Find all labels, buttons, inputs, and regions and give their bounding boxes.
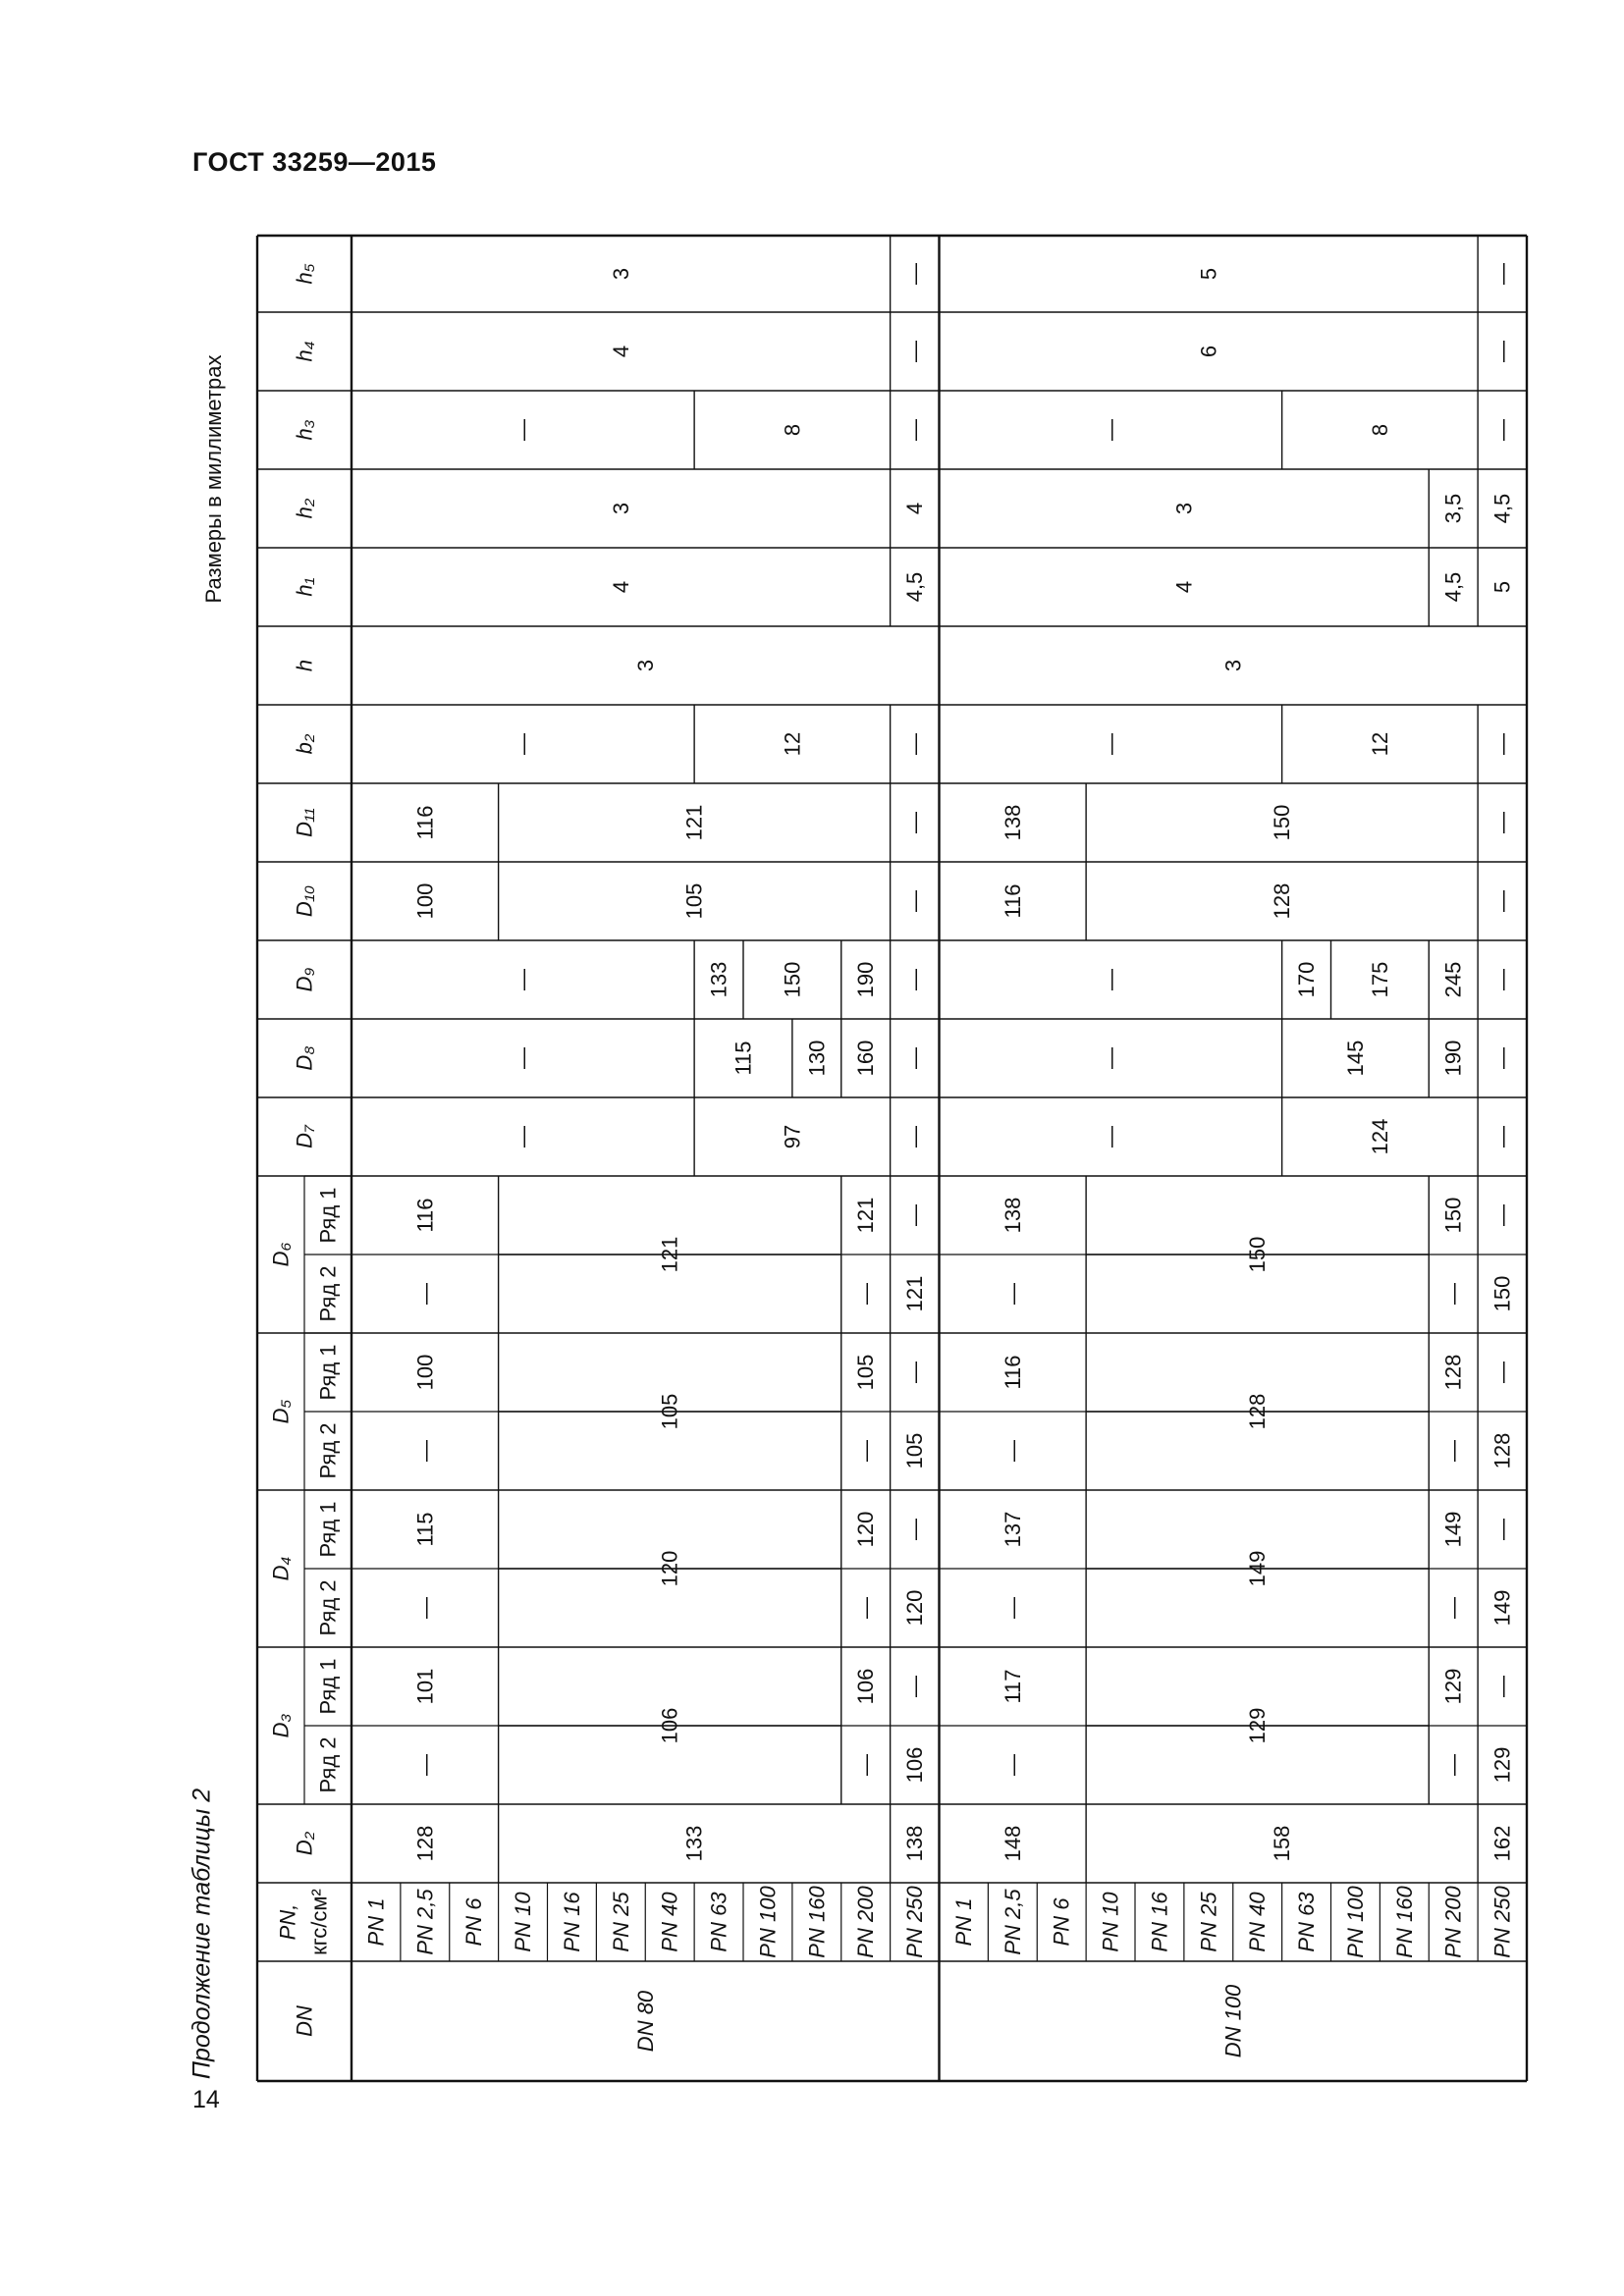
- cell-dash: —: [902, 812, 928, 833]
- cell-h1: 5: [1489, 580, 1515, 594]
- cell-h1: 4,5: [1440, 571, 1466, 603]
- cell-d8: 145: [1342, 1040, 1368, 1077]
- cell-d9: 133: [706, 961, 731, 998]
- pn-label: PN 6: [1049, 1897, 1074, 1947]
- cell-d5: 128: [1489, 1432, 1515, 1469]
- cell-dash: —: [1440, 1440, 1466, 1462]
- cell-d3: 106: [853, 1668, 879, 1705]
- cell-d2: 162: [1489, 1825, 1515, 1862]
- pn-label: PN 25: [1196, 1892, 1221, 1952]
- cell-d10: 128: [1270, 882, 1295, 920]
- cell-d2: 133: [681, 1825, 707, 1862]
- cell-d7: 124: [1367, 1118, 1392, 1155]
- pn-label: PN 2,5: [1000, 1889, 1025, 1955]
- cell-dash: —: [1489, 1126, 1515, 1148]
- header-row2: Ряд 2: [315, 1422, 341, 1479]
- cell-d3: 117: [1000, 1669, 1025, 1704]
- cell-d11: 138: [1000, 804, 1025, 841]
- cell-d7: 97: [780, 1124, 805, 1149]
- cell-dash: —: [1489, 1362, 1515, 1383]
- dn-label-0: DN 80: [632, 1990, 658, 2053]
- cell-h4: 4: [608, 345, 633, 358]
- cell-dash: —: [1000, 1283, 1025, 1305]
- cell-b2: 12: [780, 731, 805, 757]
- pn-label: PN 200: [853, 1886, 879, 1958]
- cell-d4: 149: [1245, 1550, 1271, 1587]
- header-h4: h₄: [292, 341, 317, 362]
- cell-dash: —: [1440, 1283, 1466, 1305]
- pn-label: PN 40: [1245, 1892, 1271, 1952]
- header-b2: b₂: [292, 733, 317, 755]
- pn-label: PN 25: [608, 1892, 633, 1952]
- cell-d6: 121: [902, 1275, 928, 1312]
- cell-d9: 170: [1294, 961, 1320, 998]
- cell-dash: —: [511, 1047, 536, 1069]
- header-h3: h₃: [292, 419, 317, 441]
- header-pn-unit: кгс/см²: [306, 1889, 332, 1955]
- cell-dash: —: [511, 733, 536, 755]
- cell-d11: 150: [1270, 804, 1295, 841]
- cell-dash: —: [412, 1754, 438, 1776]
- cell-dash: —: [902, 419, 928, 441]
- cell-dash: —: [902, 733, 928, 755]
- cell-dash: —: [853, 1597, 879, 1619]
- cell-d6: 138: [1000, 1197, 1025, 1234]
- cell-dash: —: [1098, 419, 1123, 441]
- header-h5: h₅: [292, 263, 317, 285]
- cell-d9: 190: [853, 961, 879, 998]
- header-pn: PN,: [275, 1903, 300, 1941]
- header-d3: D₃: [268, 1713, 294, 1738]
- header-d8: D₈: [292, 1045, 317, 1071]
- cell-d10: 100: [412, 882, 438, 920]
- cell-d2: 158: [1270, 1825, 1295, 1862]
- header-h1: h₁: [292, 577, 317, 597]
- pn-label: PN 1: [363, 1897, 389, 1947]
- cell-dash: —: [902, 341, 928, 362]
- pn-label: PN 2,5: [412, 1889, 438, 1955]
- pn-label: PN 10: [1098, 1892, 1123, 1952]
- cell-d2: 128: [412, 1825, 438, 1862]
- header-row2: Ряд 2: [315, 1579, 341, 1636]
- cell-d3: 129: [1489, 1746, 1515, 1784]
- cell-dash: —: [1098, 1047, 1123, 1069]
- cell-dash: —: [1440, 1597, 1466, 1619]
- cell-dash: —: [902, 263, 928, 285]
- header-d2: D₂: [292, 1831, 317, 1856]
- cell-d10: 116: [1000, 883, 1025, 919]
- cell-dash: —: [853, 1283, 879, 1305]
- cell-dash: —: [853, 1440, 879, 1462]
- cell-d4: 120: [853, 1511, 879, 1548]
- cell-dash: —: [902, 1362, 928, 1383]
- pn-label: PN 16: [1147, 1892, 1172, 1952]
- cell-d4: 115: [412, 1512, 438, 1547]
- cell-d9: 175: [1367, 961, 1392, 998]
- dn-label-1: DN 100: [1220, 1984, 1246, 2058]
- cell-dash: —: [1489, 733, 1515, 755]
- cell-d3: 106: [902, 1746, 928, 1784]
- header-d7: D₇: [292, 1125, 317, 1148]
- cell-d10: 105: [681, 882, 707, 920]
- cell-d6: 121: [657, 1236, 682, 1273]
- cell-d9: 245: [1440, 961, 1466, 998]
- header-h: h: [292, 659, 317, 672]
- cell-d6: 121: [853, 1197, 879, 1234]
- cell-dash: —: [902, 1519, 928, 1540]
- cell-d11: 121: [681, 804, 707, 841]
- pn-label: PN 250: [1489, 1886, 1515, 1958]
- cell-h3: 8: [1367, 423, 1392, 437]
- cell-dash: —: [412, 1597, 438, 1619]
- cell-dash: —: [853, 1754, 879, 1776]
- cell-dash: —: [412, 1440, 438, 1462]
- units-note: Размеры в миллиметрах: [201, 354, 226, 604]
- cell-d5: 128: [1440, 1354, 1466, 1391]
- header-d6: D₆: [268, 1242, 294, 1267]
- header-d5: D₅: [268, 1399, 294, 1424]
- cell-d8: 190: [1440, 1040, 1466, 1077]
- cell-d6: 150: [1245, 1236, 1271, 1273]
- cell-h5: 3: [608, 267, 633, 281]
- header-row1: Ряд 1: [315, 1501, 341, 1558]
- page-number: 14: [192, 2086, 220, 2113]
- cell-h1: 4: [1171, 580, 1197, 594]
- cell-h1: 4,5: [902, 571, 928, 603]
- pn-label: PN 63: [1294, 1892, 1320, 1952]
- cell-h4: 6: [1196, 345, 1221, 358]
- cell-dash: —: [1489, 263, 1515, 285]
- cell-d4: 149: [1489, 1589, 1515, 1627]
- cell-dash: —: [1489, 1676, 1515, 1697]
- cell-dash: —: [1098, 733, 1123, 755]
- cell-dash: —: [1489, 1047, 1515, 1069]
- pn-label: PN 63: [706, 1892, 731, 1952]
- cell-h2: 3: [1171, 502, 1197, 515]
- pn-label: PN 6: [461, 1897, 487, 1947]
- cell-dash: —: [511, 969, 536, 990]
- cell-h2: 3,5: [1440, 493, 1466, 524]
- cell-dash: —: [1489, 969, 1515, 990]
- header-row1: Ряд 1: [315, 1187, 341, 1244]
- cell-d8: 115: [731, 1041, 756, 1076]
- header-h2: h₂: [292, 498, 317, 519]
- cell-d5: 116: [1000, 1355, 1025, 1390]
- document-title: ГОСТ 33259—2015: [192, 147, 437, 177]
- table-caption: Продолжение таблицы 2: [188, 1788, 216, 2080]
- pn-label: PN 16: [559, 1892, 584, 1952]
- cell-dash: —: [1000, 1754, 1025, 1776]
- cell-d3: 129: [1245, 1707, 1271, 1744]
- header-d9: D₉: [292, 967, 317, 992]
- cell-h: 3: [1220, 659, 1246, 672]
- cell-d6: 150: [1489, 1275, 1515, 1312]
- cell-dash: —: [1489, 890, 1515, 912]
- cell-dash: —: [902, 1204, 928, 1226]
- cell-dash: —: [412, 1283, 438, 1305]
- pn-label: PN 40: [657, 1892, 682, 1952]
- cell-d9: 150: [780, 961, 805, 998]
- pn-label: PN 100: [1342, 1886, 1368, 1958]
- cell-dash: —: [902, 890, 928, 912]
- pn-label: PN 160: [804, 1886, 830, 1958]
- header-row2: Ряд 2: [315, 1265, 341, 1322]
- pn-label: PN 10: [511, 1892, 536, 1952]
- cell-d2: 148: [1000, 1825, 1025, 1862]
- cell-d2: 138: [902, 1825, 928, 1862]
- cell-d5: 128: [1245, 1393, 1271, 1430]
- header-d4: D₄: [268, 1556, 294, 1581]
- pn-label: PN 1: [950, 1897, 976, 1947]
- header-row2: Ряд 2: [315, 1736, 341, 1793]
- header-dn: DN: [292, 2005, 317, 2037]
- cell-dash: —: [1489, 341, 1515, 362]
- cell-dash: —: [1489, 1519, 1515, 1540]
- cell-dash: —: [511, 1126, 536, 1148]
- cell-h2: 3: [608, 502, 633, 515]
- cell-dash: —: [1440, 1754, 1466, 1776]
- cell-h5: 5: [1196, 267, 1221, 281]
- cell-d4: 120: [657, 1550, 682, 1587]
- header-d11: D₁₁: [292, 808, 317, 837]
- cell-d4: 137: [1000, 1511, 1025, 1548]
- cell-dash: —: [1489, 812, 1515, 833]
- cell-dash: —: [1000, 1597, 1025, 1619]
- cell-h: 3: [632, 659, 658, 672]
- cell-d6: 150: [1440, 1197, 1466, 1234]
- cell-h2: 4,5: [1489, 493, 1515, 524]
- cell-b2: 12: [1367, 731, 1392, 757]
- cell-d4: 120: [902, 1589, 928, 1627]
- cell-h3: 8: [780, 423, 805, 437]
- cell-h2: 4: [902, 502, 928, 515]
- pn-label: PN 200: [1440, 1886, 1466, 1958]
- cell-dash: —: [1098, 969, 1123, 990]
- pn-label: PN 160: [1391, 1886, 1417, 1958]
- cell-d8: 160: [853, 1040, 879, 1077]
- header-row1: Ряд 1: [315, 1344, 341, 1401]
- pn-label: PN 250: [902, 1886, 928, 1958]
- cell-d5: 105: [853, 1354, 879, 1391]
- cell-dash: —: [511, 419, 536, 441]
- cell-dash: —: [902, 1126, 928, 1148]
- cell-d4: 149: [1440, 1511, 1466, 1548]
- cell-d5: 100: [412, 1354, 438, 1391]
- cell-d3: 106: [657, 1707, 682, 1744]
- cell-d3: 101: [412, 1668, 438, 1705]
- cell-dash: —: [1489, 1204, 1515, 1226]
- cell-d6: 116: [412, 1198, 438, 1233]
- cell-h1: 4: [608, 580, 633, 594]
- cell-dash: —: [902, 969, 928, 990]
- cell-dash: —: [1000, 1440, 1025, 1462]
- cell-d11: 116: [412, 805, 438, 840]
- cell-dash: —: [902, 1047, 928, 1069]
- pn-label: PN 100: [755, 1886, 781, 1958]
- cell-d8: 130: [804, 1040, 830, 1077]
- header-row1: Ряд 1: [315, 1658, 341, 1715]
- cell-dash: —: [1489, 419, 1515, 441]
- header-d10: D₁₀: [292, 884, 317, 918]
- cell-dash: —: [902, 1676, 928, 1697]
- cell-dash: —: [1098, 1126, 1123, 1148]
- cell-d5: 105: [657, 1393, 682, 1430]
- cell-d3: 129: [1440, 1668, 1466, 1705]
- cell-d5: 105: [902, 1432, 928, 1469]
